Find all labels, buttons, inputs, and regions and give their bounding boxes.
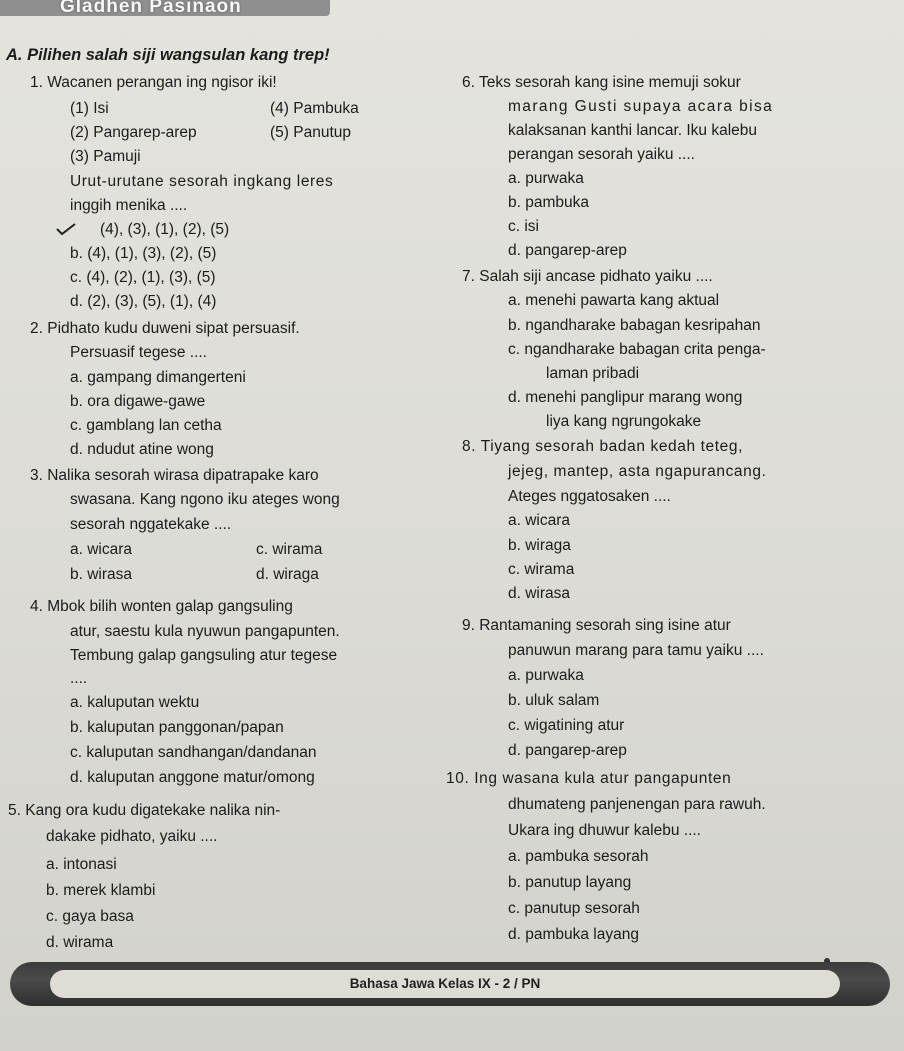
q7-option-b[interactable]: b. ngandharake babagan kesripahan: [508, 317, 761, 334]
question-2-stem: 2. Pidhato kudu duweni sipat persuasif.: [30, 320, 300, 337]
question-6-stem: 6. Teks sesorah kang isine memuji sokur: [462, 74, 741, 91]
q5-option-d[interactable]: d. wirama: [46, 934, 114, 951]
question-3-stem: 3. Nalika sesorah wirasa dipatrapake karo: [30, 467, 319, 484]
q9-option-c[interactable]: c. wigatining atur: [508, 717, 625, 734]
q8-option-c[interactable]: c. wirama: [508, 561, 575, 578]
q10-option-d[interactable]: d. pambuka layang: [508, 926, 639, 943]
q7-option-c[interactable]: c. ngandharake babagan crita penga-: [508, 341, 766, 358]
q8-option-d[interactable]: d. wirasa: [508, 585, 571, 602]
q4-text: atur, saestu kula nyuwun pangapunten.: [70, 623, 340, 640]
q2-option-d[interactable]: d. ndudut atine wong: [70, 441, 214, 458]
q10-text: Ukara ing dhuwur kalebu ....: [508, 822, 701, 839]
q1-option-b[interactable]: b. (4), (1), (3), (2), (5): [70, 245, 217, 262]
q8-text: Ateges nggatosaken ....: [508, 488, 671, 505]
q4-option-a[interactable]: a. kaluputan wektu: [70, 694, 200, 711]
q4-text: Tembung galap gangsuling atur tegese: [70, 647, 338, 664]
q6-text: perangan sesorah yaiku ....: [508, 146, 695, 163]
q3-option-a[interactable]: a. wicara: [70, 541, 133, 558]
footer-label-box: [50, 970, 840, 998]
q6-text: kalaksanan kanthi lancar. Iku kalebu: [508, 122, 758, 139]
q4-text: ....: [70, 670, 88, 687]
q5-option-b[interactable]: b. merek klambi: [46, 882, 156, 899]
q4-option-d[interactable]: d. kaluputan anggone matur/omong: [70, 769, 315, 786]
q7-option-d-cont: liya kang ngrungokake: [546, 413, 702, 430]
q2-option-a[interactable]: a. gampang dimangerteni: [70, 369, 246, 386]
q6-option-c[interactable]: c. isi: [508, 218, 539, 235]
q6-option-b[interactable]: b. pambuka: [508, 194, 589, 211]
q3-option-d[interactable]: d. wiraga: [256, 566, 319, 583]
q1-item: (1) Isi: [70, 100, 109, 117]
footer-band: [10, 962, 890, 1006]
question-8-stem: 8. Tiyang sesorah badan kedah teteg,: [462, 438, 743, 455]
footer-text: Bahasa Jawa Kelas IX - 2 / PN: [349, 976, 541, 991]
q3-option-b[interactable]: b. wirasa: [70, 566, 133, 583]
q7-option-a[interactable]: a. menehi pawarta kang aktual: [508, 292, 720, 309]
q8-option-a[interactable]: a. wicara: [508, 512, 571, 529]
q9-option-d[interactable]: d. pangarep-arep: [508, 742, 627, 759]
q10-option-b[interactable]: b. panutup layang: [508, 874, 632, 891]
q3-text: sesorah nggatekake ....: [70, 516, 232, 533]
q1-option-c[interactable]: c. (4), (2), (1), (3), (5): [70, 269, 216, 286]
q10-option-a[interactable]: a. pambuka sesorah: [508, 848, 649, 865]
q1-option-a[interactable]: (4), (3), (1), (2), (5): [100, 221, 230, 238]
q7-option-d[interactable]: d. menehi panglipur marang wong: [508, 389, 743, 406]
q10-option-c[interactable]: c. panutup sesorah: [508, 900, 640, 917]
q5-option-a[interactable]: a. intonasi: [46, 856, 117, 873]
q1-text: Urut-urutane sesorah ingkang leres: [70, 173, 334, 190]
question-1-stem: 1. Wacanen perangan ing ngisor iki!: [30, 74, 277, 91]
question-7-stem: 7. Salah siji ancase pidhato yaiku ....: [462, 268, 713, 285]
q1-item: (4) Pambuka: [270, 100, 359, 117]
q2-option-c[interactable]: c. gamblang lan cetha: [70, 417, 222, 434]
q9-text: panuwun marang para tamu yaiku ....: [508, 642, 764, 659]
q1-item: (5) Panutup: [270, 124, 351, 141]
q8-option-b[interactable]: b. wiraga: [508, 537, 571, 554]
q1-option-d[interactable]: d. (2), (3), (5), (1), (4): [70, 293, 217, 310]
q4-option-c[interactable]: c. kaluputan sandhangan/dandanan: [70, 744, 317, 761]
question-4-stem: 4. Mbok bilih wonten galap gangsuling: [30, 598, 293, 615]
q2-option-b[interactable]: b. ora digawe-gawe: [70, 393, 206, 410]
question-5-stem: 5. Kang ora kudu digatekake nalika nin-: [8, 802, 281, 819]
q8-text: jejeg, mantep, asta ngapurancang.: [508, 463, 767, 480]
q3-option-c[interactable]: c. wirama: [256, 541, 323, 558]
header-bar: [0, 0, 330, 16]
q1-item: (3) Pamuji: [70, 148, 141, 165]
q9-option-b[interactable]: b. uluk salam: [508, 692, 600, 709]
q1-text: inggih menika ....: [70, 197, 188, 214]
q5-text: dakake pidhato, yaiku ....: [46, 828, 218, 845]
q4-option-b[interactable]: b. kaluputan panggonan/papan: [70, 719, 284, 736]
q2-text: Persuasif tegese ....: [70, 344, 207, 361]
q6-text: marang Gusti supaya acara bisa: [508, 98, 774, 115]
handwritten-check-icon: [56, 222, 76, 236]
q5-option-c[interactable]: c. gaya basa: [46, 908, 134, 925]
q10-text: dhumateng panjenengan para rawuh.: [508, 796, 766, 813]
q1-item: (2) Pangarep-arep: [70, 124, 197, 141]
question-9-stem: 9. Rantamaning sesorah sing isine atur: [462, 617, 731, 634]
question-10-stem: 10. Ing wasana kula atur pangapunten: [446, 770, 732, 787]
page-title: Gladhen Pasinaon: [60, 0, 242, 17]
q7-option-c-cont: laman pribadi: [546, 365, 640, 382]
q9-option-a[interactable]: a. purwaka: [508, 667, 584, 684]
q3-text: swasana. Kang ngono iku ateges wong: [70, 491, 340, 508]
q6-option-d[interactable]: d. pangarep-arep: [508, 242, 627, 259]
section-instruction: A. Pilihen salah siji wangsulan kang trep!: [6, 46, 330, 64]
q6-option-a[interactable]: a. purwaka: [508, 170, 584, 187]
